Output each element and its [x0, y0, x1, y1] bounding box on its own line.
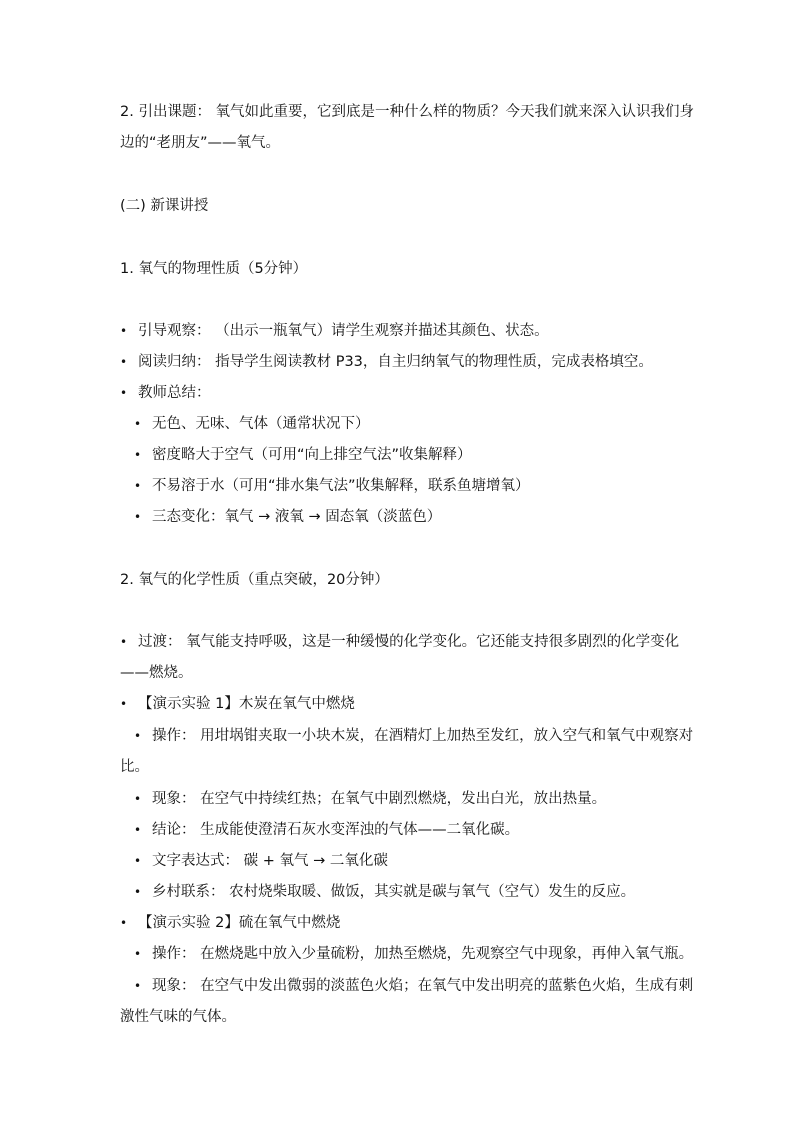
exp1-operation-line-1: • 操作： 用坩埚钳夹取一小块木炭，在酒精灯上加热至发红，放入空气和氧气中观察对 [134, 728, 694, 744]
summary-item-1: • 无色、无味、气体（通常状况下） [134, 416, 370, 432]
summary-item-2: • 密度略大于空气（可用“向上排空气法”收集解释） [134, 447, 472, 463]
bullet-icon: • [120, 355, 128, 369]
bullet-icon: • [134, 479, 142, 493]
exp1-title: • 【演示实验 1】木炭在氧气中燃烧 [120, 696, 355, 712]
bullet-icon: • [134, 729, 142, 743]
bullet-icon: • [134, 823, 142, 837]
bullet-icon: • [134, 510, 142, 524]
bullet-icon: • [134, 854, 142, 868]
exp2-operation: • 操作： 在燃烧匙中放入少量硫粉，加热至燃烧，先观察空气中现象，再伸入氧气瓶。 [134, 946, 694, 962]
intro-line-1: 2. 引出课题： 氧气如此重要，它到底是一种什么样的物质？今天我们就来深入认识我们身 [120, 104, 695, 120]
exp1-phenomenon: • 现象： 在空气中持续红热；在氧气中剧烈燃烧，发出白光，放出热量。 [134, 791, 607, 807]
chemical-heading: 2. 氧气的化学性质（重点突破，20分钟） [120, 572, 389, 588]
physical-item-read: • 阅读归纳： 指导学生阅读教材 P33，自主归纳氧气的物理性质，完成表格填空。 [120, 354, 653, 370]
bullet-icon: • [134, 947, 142, 961]
exp2-title: • 【演示实验 2】硫在氧气中燃烧 [120, 915, 341, 931]
bullet-icon: • [120, 697, 128, 711]
bullet-icon: • [134, 885, 142, 899]
physical-heading: 1. 氧气的物理性质（5分钟） [120, 261, 308, 277]
physical-item-observe: • 引导观察： （出示一瓶氧气）请学生观察并描述其颜色、状态。 [120, 323, 549, 339]
intro-line-2: 边的“老朋友”——氧气。 [120, 135, 281, 151]
physical-item-summary: • 教师总结： [120, 385, 211, 401]
exp1-rural-link: • 乡村联系： 农村烧柴取暖、做饭，其实就是碳与氧气（空气）发生的反应。 [134, 884, 636, 900]
summary-item-3: • 不易溶于水（可用“排水集气法”收集解释，联系鱼塘增氧） [134, 478, 530, 494]
bullet-icon: • [134, 979, 142, 993]
bullet-icon: • [134, 792, 142, 806]
transition-line-2: ——燃烧。 [120, 665, 193, 681]
section-title: (二) 新课讲授 [120, 198, 209, 214]
bullet-icon: • [120, 386, 128, 400]
bullet-icon: • [134, 448, 142, 462]
bullet-icon: • [120, 916, 128, 930]
exp1-conclusion: • 结论： 生成能使澄清石灰水变浑浊的气体——二氧化碳。 [134, 822, 520, 838]
exp2-phenomenon-line-2: 激性气味的气体。 [120, 1009, 236, 1025]
transition-line-1: • 过渡： 氧气能支持呼吸，这是一种缓慢的化学变化。它还能支持很多剧烈的化学变化 [120, 634, 680, 650]
bullet-icon: • [134, 417, 142, 431]
exp1-equation: • 文字表达式： 碳 + 氧气 → 二氧化碳 [134, 853, 388, 869]
bullet-icon: • [120, 635, 128, 649]
exp2-phenomenon-line-1: • 现象： 在空气中发出微弱的淡蓝色火焰；在氧气中发出明亮的蓝紫色火焰，生成有刺 [134, 978, 694, 994]
exp1-operation-line-2: 比。 [120, 759, 149, 775]
summary-item-4: • 三态变化：氧气 → 液氧 → 固态氧（淡蓝色） [134, 509, 442, 525]
bullet-icon: • [120, 324, 128, 338]
